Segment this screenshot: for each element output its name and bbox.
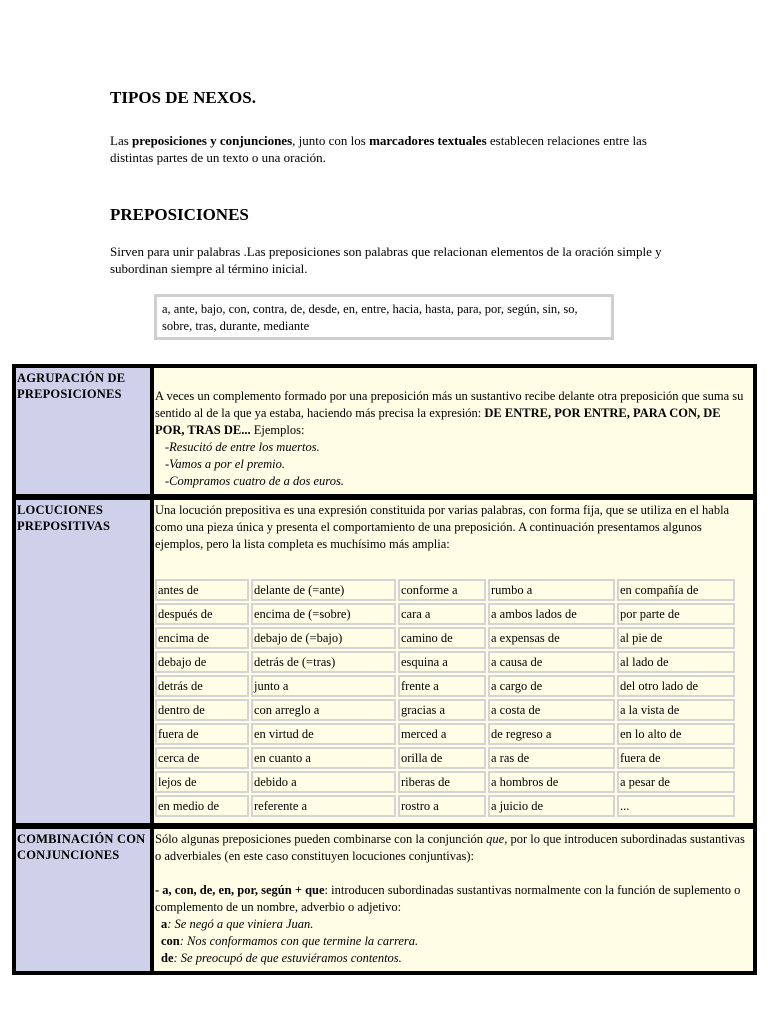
locucion-cell: a cargo de <box>488 675 615 697</box>
locucion-cell: riberas de <box>398 771 486 793</box>
locucion-cell: conforme a <box>398 579 486 601</box>
locucion-cell: frente a <box>398 675 486 697</box>
example-line: con: Nos conformamos con que termine la carrera. <box>161 934 419 948</box>
agrupacion-content <box>153 367 754 495</box>
locucion-cell: en medio de <box>155 795 249 817</box>
locucion-cell: a juicio de <box>488 795 615 817</box>
locucion-cell: a hombros de <box>488 771 615 793</box>
locucion-cell: en cuanto a <box>251 747 396 769</box>
combinacion-label: COMBINACIÓN CON CONJUNCIONES <box>15 828 151 972</box>
locucion-cell: antes de <box>155 579 249 601</box>
locucion-cell: debajo de <box>155 651 249 673</box>
locuciones-text: Una locución prepositiva es una expresión constituida por varias palabras, con forma fija, que se utiliza en el habla como una pieza única y presenta el comportamiento de una preposición. A continuación presentamos algunos ejemplos, pero la lista completa es muchísimo más amplia: <box>155 503 730 551</box>
locucion-cell: a ambos lados de <box>488 603 615 625</box>
locucion-cell: a expensas de <box>488 627 615 649</box>
locucion-cell: delante de (=ante) <box>251 579 396 601</box>
locucion-cell: rumbo a <box>488 579 615 601</box>
locuciones-row-item <box>155 627 735 649</box>
locucion-cell: a costa de <box>488 699 615 721</box>
locuciones-row-item <box>155 771 735 793</box>
locucion-cell: detrás de <box>155 675 249 697</box>
locuciones-row-item <box>155 675 735 697</box>
agrupacion-row <box>14 366 755 496</box>
agrupacion-text: A veces un complemento formado por una preposición más un sustantivo recibe delante otra preposición que suma su sentido al de la que ya estaba, haciendo más precisa la expresión: DE ENTRE, POR ENTRE, PARA CON, DE POR, TRAS DE... Ejemplos: <box>155 389 744 437</box>
locuciones-grid <box>153 577 737 819</box>
locucion-cell: por parte de <box>617 603 735 625</box>
locucion-cell: al lado de <box>617 651 735 673</box>
locuciones-content <box>153 499 754 824</box>
locucion-cell: merced a <box>398 723 486 745</box>
locucion-cell: encima de <box>155 627 249 649</box>
locuciones-row-item <box>155 723 735 745</box>
locucion-cell: fuera de <box>155 723 249 745</box>
locucion-cell: detrás de (=tras) <box>251 651 396 673</box>
locucion-cell: debajo de (=bajo) <box>251 627 396 649</box>
combinacion-row <box>14 825 755 973</box>
locucion-cell: camino de <box>398 627 486 649</box>
locucion-cell: a causa de <box>488 651 615 673</box>
locuciones-row-item <box>155 579 735 601</box>
locucion-cell: rostro a <box>398 795 486 817</box>
locucion-cell: fuera de <box>617 747 735 769</box>
locucion-cell: encima de (=sobre) <box>251 603 396 625</box>
preposition-table <box>12 364 757 975</box>
locucion-cell: cara a <box>398 603 486 625</box>
combinacion-content <box>153 828 754 972</box>
locucion-cell: en compañía de <box>617 579 735 601</box>
locucion-cell: dentro de <box>155 699 249 721</box>
locucion-cell: cerca de <box>155 747 249 769</box>
example-line: -Vamos a por el premio. <box>165 457 286 471</box>
locucion-cell: con arreglo a <box>251 699 396 721</box>
locuciones-row-item <box>155 747 735 769</box>
example-line: -Compramos cuatro de a dos euros. <box>165 474 344 488</box>
locuciones-row <box>14 496 755 825</box>
agrupacion-label: AGRUPACIÓN DE PREPOSICIONES <box>15 367 151 495</box>
locuciones-row-item <box>155 651 735 673</box>
locucion-cell: de regreso a <box>488 723 615 745</box>
locucion-cell: gracias a <box>398 699 486 721</box>
intro-paragraph: Las preposiciones y conjunciones, junto con los marcadores textuales establecen relaciones entre las distintas partes de un texto o una oración. <box>110 133 647 165</box>
locucion-cell: en lo alto de <box>617 723 735 745</box>
locucion-cell: lejos de <box>155 771 249 793</box>
locuciones-row-item <box>155 795 735 817</box>
section-title: PREPOSICIONES <box>110 205 249 224</box>
locucion-cell: a pesar de <box>617 771 735 793</box>
locucion-cell: debido a <box>251 771 396 793</box>
combinacion-rule: - a, con, de, en, por, según + que: introducen subordinadas sustantivas normalmente con la función de suplemento o complemento de un nombre, adverbio o adjetivo: <box>155 883 741 914</box>
locucion-cell: en virtud de <box>251 723 396 745</box>
locucion-cell: orilla de <box>398 747 486 769</box>
locucion-cell: esquina a <box>398 651 486 673</box>
locuciones-row-item <box>155 699 735 721</box>
example-line: -Resucitó de entre los muertos. <box>165 440 320 454</box>
locucion-cell: al pie de <box>617 627 735 649</box>
locuciones-label: LOCUCIONES PREPOSITIVAS <box>15 499 151 824</box>
locucion-cell: a la vista de <box>617 699 735 721</box>
locuciones-row-item <box>155 603 735 625</box>
locucion-cell: después de <box>155 603 249 625</box>
page-title: TIPOS DE NEXOS. <box>110 88 256 107</box>
combinacion-text: Sólo algunas preposiciones pueden combinarse con la conjunción que, por lo que introducen subordinadas sustantivas o adverbiales (en este caso constituyen locuciones conjuntivas): <box>155 832 745 863</box>
preposition-list-box: a, ante, bajo, con, contra, de, desde, en, entre, hacia, hasta, para, por, según, sin, so, sobre, tras, durante, mediante <box>154 294 614 340</box>
locucion-cell: referente a <box>251 795 396 817</box>
locucion-cell: junto a <box>251 675 396 697</box>
example-line: a: Se negó a que viniera Juan. <box>161 917 314 931</box>
section-description: Sirven para unir palabras .Las preposiciones son palabras que relacionan elementos de la oración simple y subordinan siempre al término inicial. <box>110 244 662 276</box>
locucion-cell: del otro lado de <box>617 675 735 697</box>
example-line: de: Se preocupó de que estuviéramos contentos. <box>161 951 402 965</box>
locucion-cell: a ras de <box>488 747 615 769</box>
locucion-cell: ... <box>617 795 735 817</box>
